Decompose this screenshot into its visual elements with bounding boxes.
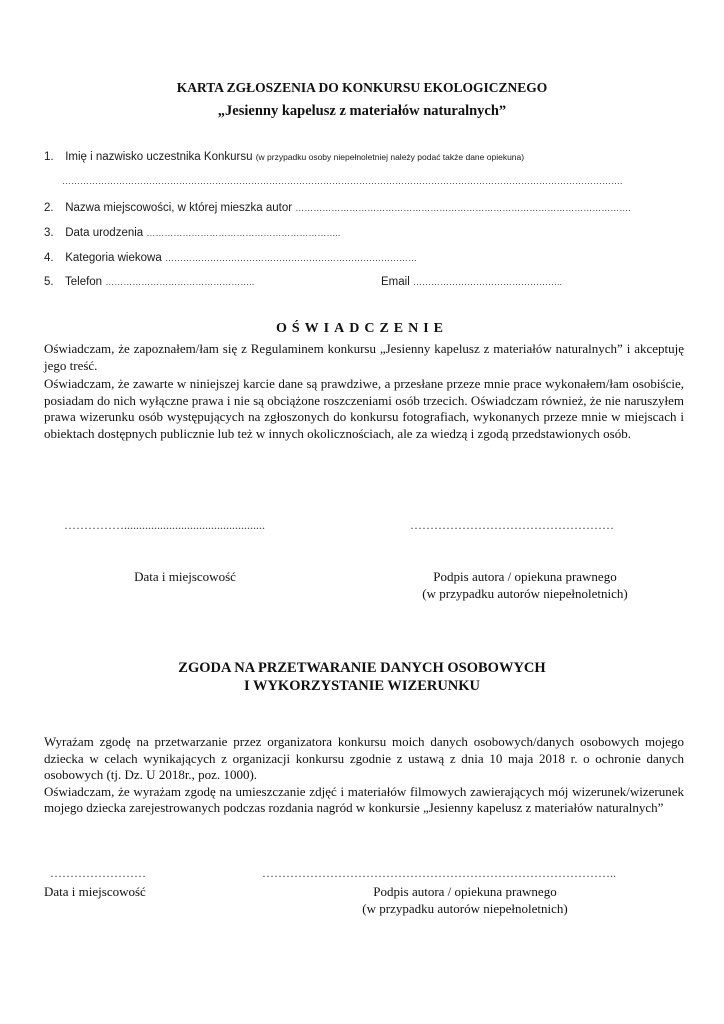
field-birth-date	[44, 227, 340, 239]
declaration-signature-line[interactable]: ……………………………………………	[410, 518, 614, 532]
field-label: Nazwa miejscowości, w której mieszka autor	[65, 202, 293, 214]
document-subtitle: „Jesienny kapelusz z materiałów naturalnych”	[217, 103, 507, 119]
declaration-heading: OŚWIADCZENIE	[275, 321, 449, 336]
field-number: 1.	[44, 151, 54, 163]
participant-name-input[interactable]: …………………………………………………………………………………………………………………………………………………………………….	[62, 176, 623, 186]
document-title: KARTA ZGŁOSZENIA DO KONKURSU EKOLOGICZNEGO	[176, 80, 548, 95]
field-number: 4.	[44, 252, 54, 264]
consent-heading	[0, 659, 724, 695]
field-label: Imię i nazwisko uczestnika Konkursu	[65, 151, 253, 163]
field-note: (w przypadku osoby niepełnoletniej należy podać także dane opiekuna)	[255, 152, 525, 162]
consent-text	[44, 734, 684, 817]
field-label: Email	[381, 276, 410, 288]
age-category-input[interactable]: …………………………………………………………………………	[164, 253, 417, 263]
declaration-date-line[interactable]: ……………...............................................	[64, 518, 265, 532]
consent-heading-line2: I WYKORZYSTANIE WIZERUNKU	[243, 678, 481, 694]
signature-label-line2: (w przypadku autorów niepełnoletnich)	[362, 901, 568, 916]
declaration-paragraph: Oświadczam, że zapoznałem/łam się z Regulaminem konkursu „Jesienny kapelusz z materiałów naturalnych” i akceptuję jego treść.	[44, 341, 684, 373]
email-input[interactable]: …………………………………………..	[412, 277, 562, 287]
city-input[interactable]: ………………………………………………………………………………………………….	[295, 203, 631, 213]
field-number: 2.	[44, 202, 54, 214]
field-phone	[44, 276, 254, 288]
consent-signature-line[interactable]: ……………………………………………………………………………..	[262, 866, 616, 880]
field-number: 3.	[44, 227, 54, 239]
phone-input[interactable]: …………………………………………..	[105, 277, 255, 287]
field-label: Kategoria wiekowa	[65, 252, 162, 264]
consent-date-label: Data i miejscowość	[44, 884, 146, 899]
consent-signature-label	[330, 883, 600, 917]
field-number: 5.	[44, 276, 54, 288]
field-participant-name	[44, 151, 524, 163]
declaration-text	[44, 341, 684, 442]
consent-heading-line1: ZGODA NA PRZETWARANIE DANYCH OSOBOWYCH	[178, 660, 546, 676]
consent-paragraph: Wyrażam zgodę na przetwarzanie przez organizatora konkursu moich danych osobowych/danych osobowych mojego dziecka w celach wynikających z organizacji konkursu zgodnie z ustawą z dnia 10 maja 2018 r. o ochronie danych osobowych (tj. Dz. U 2018r., poz. 1000).	[44, 734, 684, 782]
field-email	[381, 276, 562, 288]
signature-label-line1: Podpis autora / opiekuna prawnego	[373, 884, 557, 899]
declaration-signature-label	[390, 568, 660, 602]
field-label: Telefon	[65, 276, 103, 288]
declaration-date-label: Data i miejscowość	[134, 569, 236, 584]
signature-label-line2: (w przypadku autorów niepełnoletnich)	[422, 586, 628, 601]
consent-paragraph: Oświadczam, że wyrażam zgodę na umieszczanie zdjęć i materiałów filmowych zawierających mój wizerunek/wizerunek mojego dziecka zarejestrowanych podczas rozdania nagród w konkursie „Jesienny kapelusz z materiałów naturalnych”	[44, 783, 684, 815]
signature-label-line1: Podpis autora / opiekuna prawnego	[433, 569, 617, 584]
field-city	[44, 202, 631, 214]
declaration-paragraph: Oświadczam, że zawarte w niniejszej karcie dane są prawdziwe, a przesłane przeze mnie prace wykonałem/łam osobiście, posiadam do nich wyłączne prawa i nie są obciążone roszczeniami osób trzecich. Oświadczam również, że nie naruszyłem prawa wizerunku osób występujących na zgłoszonych do konkursu fotografiach, wykonanych przeze mnie w miejscach i obiektach dostępnych publicznie lub też w innych okolicznościach, ale za wiedzą i zgodą przedstawionych osób.	[44, 376, 684, 441]
birth-date-input[interactable]: ………………………………………………………..	[146, 228, 341, 238]
field-label: Data urodzenia	[65, 227, 144, 239]
field-age-category	[44, 252, 417, 264]
consent-date-line[interactable]: ……………………	[50, 866, 146, 880]
